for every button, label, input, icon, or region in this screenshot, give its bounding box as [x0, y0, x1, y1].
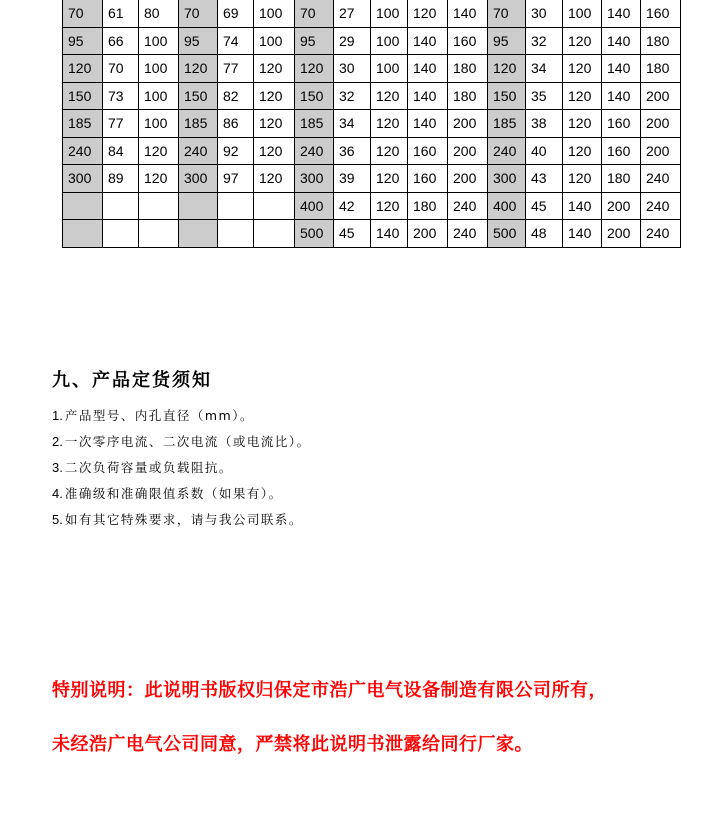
table-cell: 74 — [218, 27, 254, 55]
table-cell: 82 — [218, 82, 254, 110]
table-cell: 42 — [334, 192, 371, 220]
table-key-cell: 300 — [179, 165, 218, 193]
table-cell — [103, 220, 139, 248]
table-key-cell: 95 — [295, 27, 334, 55]
table-cell: 100 — [371, 0, 408, 27]
table-key-cell — [179, 220, 218, 248]
table-cell: 120 — [371, 165, 408, 193]
table-cell: 120 — [563, 82, 602, 110]
table-cell: 97 — [218, 165, 254, 193]
table-cell: 140 — [408, 82, 448, 110]
table-cell — [218, 192, 254, 220]
table-cell: 120 — [563, 165, 602, 193]
table-cell: 200 — [602, 192, 641, 220]
table-cell: 120 — [371, 137, 408, 165]
table-key-cell: 185 — [179, 110, 218, 138]
table-cell: 240 — [641, 192, 681, 220]
table-key-cell: 185 — [488, 110, 526, 138]
table-key-cell: 185 — [63, 110, 103, 138]
table-cell: 120 — [371, 192, 408, 220]
table-cell: 120 — [563, 110, 602, 138]
table-cell: 160 — [408, 165, 448, 193]
table-cell: 160 — [602, 110, 641, 138]
table-cell: 140 — [408, 27, 448, 55]
table-cell: 140 — [602, 0, 641, 27]
table-cell: 200 — [641, 82, 681, 110]
table-key-cell: 120 — [295, 55, 334, 83]
table-cell: 140 — [448, 0, 488, 27]
table-cell: 240 — [641, 220, 681, 248]
table-key-cell: 500 — [488, 220, 526, 248]
notice-item — [52, 432, 311, 458]
table-cell: 200 — [448, 110, 488, 138]
notice-item-number: 1. — [52, 408, 63, 423]
table-key-cell: 150 — [179, 82, 218, 110]
table-cell: 39 — [334, 165, 371, 193]
table-cell: 140 — [408, 110, 448, 138]
table-cell: 120 — [139, 165, 179, 193]
table-key-cell: 95 — [488, 27, 526, 55]
table-cell: 35 — [526, 82, 563, 110]
special-note-line-1: 特别说明：此说明书版权归保定市浩广电气设备制造有限公司所有， — [52, 680, 607, 701]
table-row — [63, 220, 681, 248]
table-cell: 45 — [526, 192, 563, 220]
table-cell — [254, 220, 295, 248]
table-cell: 92 — [218, 137, 254, 165]
table-cell: 160 — [641, 0, 681, 27]
table-cell: 84 — [103, 137, 139, 165]
table-cell: 120 — [563, 27, 602, 55]
table-cell: 180 — [641, 55, 681, 83]
table-row — [63, 110, 681, 138]
table-cell: 120 — [254, 110, 295, 138]
table-cell: 140 — [408, 55, 448, 83]
table-cell: 140 — [602, 55, 641, 83]
table-cell: 32 — [526, 27, 563, 55]
table-row — [63, 27, 681, 55]
table-key-cell: 95 — [179, 27, 218, 55]
table-row — [63, 192, 681, 220]
table-cell: 34 — [526, 55, 563, 83]
table-cell: 73 — [103, 82, 139, 110]
notice-item-text: 一次零序电流、二次电流（或电流比）。 — [64, 434, 311, 449]
table-cell: 160 — [448, 27, 488, 55]
table-cell: 140 — [563, 220, 602, 248]
table-key-cell: 70 — [179, 0, 218, 27]
table-cell: 200 — [448, 137, 488, 165]
table-cell: 40 — [526, 137, 563, 165]
spec-table-body — [63, 0, 681, 247]
notice-item-number: 5. — [52, 512, 63, 527]
table-cell: 100 — [371, 55, 408, 83]
table-cell: 77 — [218, 55, 254, 83]
table-key-cell: 300 — [63, 165, 103, 193]
table-cell: 80 — [139, 0, 179, 27]
table-cell: 38 — [526, 110, 563, 138]
notice-item-number: 4. — [52, 486, 63, 501]
table-cell: 140 — [602, 27, 641, 55]
table-cell: 29 — [334, 27, 371, 55]
table-key-cell: 95 — [63, 27, 103, 55]
table-cell: 66 — [103, 27, 139, 55]
table-cell: 100 — [563, 0, 602, 27]
table-cell: 120 — [563, 55, 602, 83]
table-row — [63, 82, 681, 110]
notice-item-text: 产品型号、内孔直径（mm）。 — [64, 408, 254, 423]
table-cell: 180 — [602, 165, 641, 193]
notice-item — [52, 406, 311, 432]
table-cell: 34 — [334, 110, 371, 138]
table-cell: 240 — [641, 165, 681, 193]
table-row — [63, 0, 681, 27]
table-cell: 140 — [602, 82, 641, 110]
table-cell: 160 — [602, 137, 641, 165]
table-key-cell: 400 — [488, 192, 526, 220]
table-cell: 140 — [371, 220, 408, 248]
table-key-cell: 240 — [488, 137, 526, 165]
table-cell: 89 — [103, 165, 139, 193]
table-row — [63, 55, 681, 83]
notice-item-number: 2. — [52, 434, 63, 449]
table-cell: 30 — [334, 55, 371, 83]
table-cell: 48 — [526, 220, 563, 248]
table-cell — [218, 220, 254, 248]
table-cell: 180 — [448, 82, 488, 110]
table-cell: 100 — [139, 27, 179, 55]
notice-item — [52, 484, 311, 510]
table-key-cell: 150 — [295, 82, 334, 110]
table-cell: 70 — [103, 55, 139, 83]
table-cell: 30 — [526, 0, 563, 27]
table-cell — [139, 192, 179, 220]
table-cell: 120 — [254, 55, 295, 83]
table-key-cell: 120 — [488, 55, 526, 83]
table-key-cell: 300 — [488, 165, 526, 193]
table-key-cell: 240 — [63, 137, 103, 165]
table-key-cell: 400 — [295, 192, 334, 220]
table-key-cell: 70 — [63, 0, 103, 27]
notice-item-number: 3. — [52, 460, 63, 475]
table-cell: 86 — [218, 110, 254, 138]
table-cell: 45 — [334, 220, 371, 248]
table-cell: 140 — [563, 192, 602, 220]
table-cell: 180 — [641, 27, 681, 55]
table-row — [63, 137, 681, 165]
notice-item-text: 如有其它特殊要求，请与我公司联系。 — [64, 512, 303, 527]
table-cell: 120 — [371, 82, 408, 110]
table-cell: 200 — [602, 220, 641, 248]
notice-item-text: 准确级和准确限值系数（如果有）。 — [64, 486, 283, 501]
table-cell: 240 — [448, 220, 488, 248]
notice-item — [52, 510, 311, 536]
table-cell: 100 — [254, 0, 295, 27]
table-cell: 69 — [218, 0, 254, 27]
table-cell — [254, 192, 295, 220]
table-cell: 43 — [526, 165, 563, 193]
table-cell: 100 — [371, 27, 408, 55]
table-key-cell: 500 — [295, 220, 334, 248]
table-key-cell: 300 — [295, 165, 334, 193]
table-cell: 100 — [139, 82, 179, 110]
table-cell: 120 — [254, 137, 295, 165]
table-cell: 100 — [139, 110, 179, 138]
ordering-notice-list — [52, 406, 311, 536]
spec-table — [62, 0, 681, 248]
table-key-cell — [63, 192, 103, 220]
table-cell — [103, 192, 139, 220]
table-key-cell: 150 — [63, 82, 103, 110]
table-cell: 120 — [563, 137, 602, 165]
table-cell: 32 — [334, 82, 371, 110]
table-key-cell: 240 — [295, 137, 334, 165]
table-cell: 120 — [408, 0, 448, 27]
table-cell: 180 — [408, 192, 448, 220]
table-key-cell: 120 — [63, 55, 103, 83]
table-cell: 200 — [641, 137, 681, 165]
table-cell: 200 — [641, 110, 681, 138]
table-cell: 100 — [254, 27, 295, 55]
table-cell: 120 — [139, 137, 179, 165]
table-cell: 160 — [408, 137, 448, 165]
table-cell: 36 — [334, 137, 371, 165]
table-key-cell — [179, 192, 218, 220]
table-cell: 240 — [448, 192, 488, 220]
table-key-cell: 240 — [179, 137, 218, 165]
table-key-cell — [63, 220, 103, 248]
table-cell: 77 — [103, 110, 139, 138]
table-key-cell: 120 — [179, 55, 218, 83]
special-note-line-2: 未经浩广电气公司同意，严禁将此说明书泄露给同行厂家。 — [52, 734, 533, 755]
table-cell: 100 — [139, 55, 179, 83]
table-key-cell: 185 — [295, 110, 334, 138]
table-cell: 120 — [254, 82, 295, 110]
table-cell: 200 — [448, 165, 488, 193]
notice-item — [52, 458, 311, 484]
table-key-cell: 70 — [295, 0, 334, 27]
table-key-cell: 150 — [488, 82, 526, 110]
table-cell — [139, 220, 179, 248]
table-cell: 61 — [103, 0, 139, 27]
table-cell: 180 — [448, 55, 488, 83]
table-cell: 200 — [408, 220, 448, 248]
table-cell: 120 — [371, 110, 408, 138]
table-cell: 120 — [254, 165, 295, 193]
notice-item-text: 二次负荷容量或负载阻抗。 — [64, 460, 233, 475]
ordering-section-title: 九、产品定货须知 — [52, 370, 212, 391]
table-key-cell: 70 — [488, 0, 526, 27]
table-row — [63, 165, 681, 193]
table-cell: 27 — [334, 0, 371, 27]
